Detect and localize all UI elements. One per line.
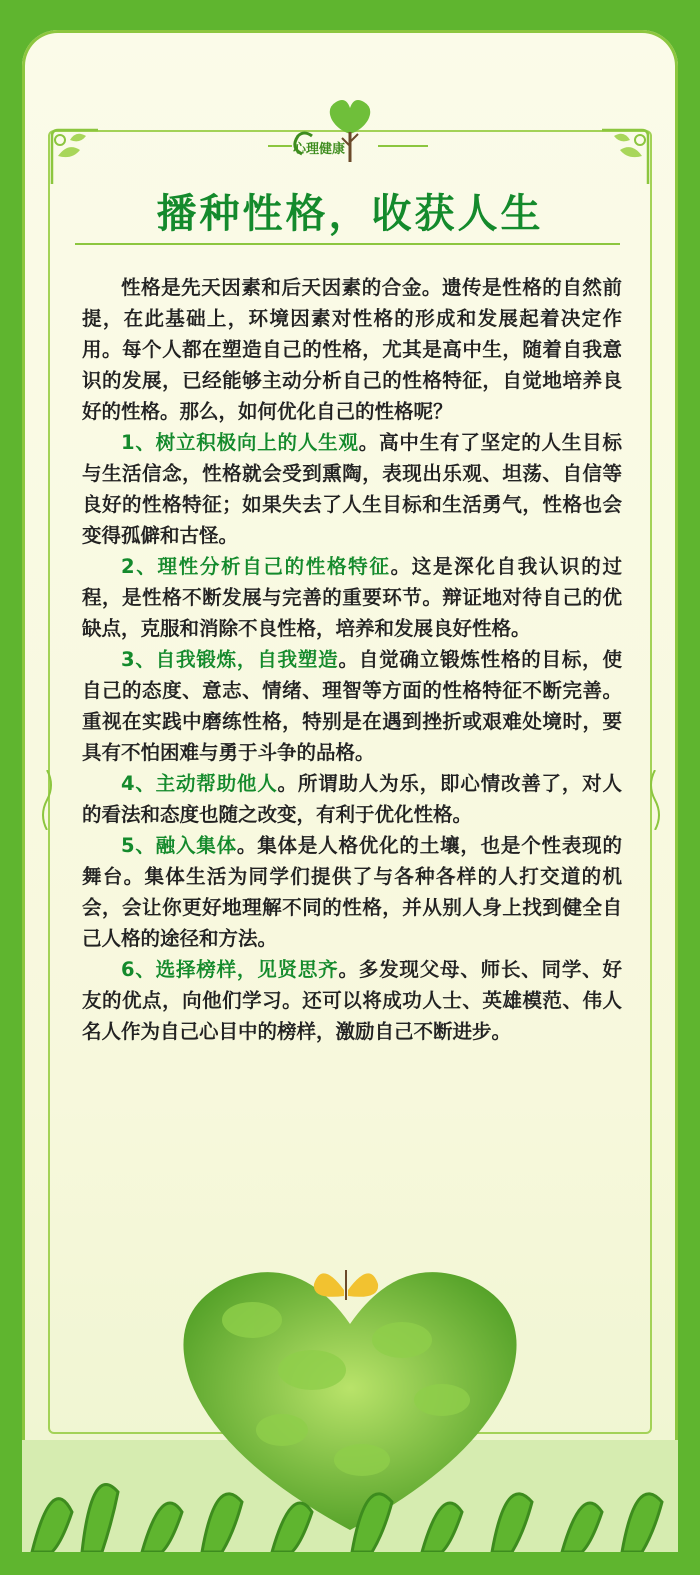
point-4-heading: 4、主动帮助他人 <box>121 772 278 795</box>
point-2-heading: 2、理性分析自己的性格特征 <box>121 555 391 578</box>
point-6-heading: 6、选择榜样，见贤思齐 <box>121 958 339 981</box>
logo-text: 心理健康 <box>293 142 346 157</box>
point-2-text: 。这是深化自我认识的过程，是性格不断发展与完善的重要环节。辩证地对待自己的优缺点，克服和消除不良性格，培养和发展良好性格。 <box>82 555 622 640</box>
point-4-text: 。所谓助人为乐，即心情改善了，对人的看法和态度也随之改变，有利于优化性格。 <box>82 772 622 826</box>
corner-ornament-left <box>48 126 100 186</box>
point-6 <box>82 954 622 1047</box>
point-5 <box>82 830 622 954</box>
point-2 <box>82 551 622 644</box>
point-3-text: 。自觉确立锻炼性格的目标，使自己的态度、意志、情绪、理智等方面的性格特征不断完善。重视在实践中磨练性格，特别是在遇到挫折或艰难处境时，要具有不怕困难与勇于斗争的品格。 <box>82 648 622 764</box>
point-3-heading: 3、自我锻炼，自我塑造 <box>121 648 339 671</box>
point-5-text: 。集体是人格优化的土壤，也是个性表现的舞台。集体生活为同学们提供了与各种各样的人打交道的机会，会让你更好地理解不同的性格，并从别人身上找到健全自己人格的途径和方法。 <box>82 834 622 950</box>
intro-paragraph: 性格是先天因素和后天因素的合金。遗传是性格的自然前提，在此基础上，环境因素对性格的形成和发展起着决定作用。每个人都在塑造自己的性格，尤其是高中生，随着自我意识的发展，已经能够主动分析自己的性格特征，自觉地培养良好的性格。那么，如何优化自己的性格呢？ <box>82 276 622 423</box>
point-1-heading: 1、树立积极向上的人生观 <box>121 431 359 454</box>
corner-ornament-right <box>600 126 652 186</box>
title-divider <box>75 243 620 245</box>
point-3 <box>82 644 622 768</box>
page-title: 播种性格，收获人生 <box>156 191 544 237</box>
heart-leaf-tree-image <box>22 1230 678 1552</box>
point-1 <box>82 427 622 551</box>
point-4 <box>82 768 622 830</box>
point-1-text: 。高中生有了坚定的人生目标与生活信念，性格就会受到熏陶，表现出乐观、坦荡、自信等良好的性格特征；如果失去了人生目标和生活勇气，性格也会变得孤僻和古怪。 <box>82 431 622 547</box>
butterfly-icon <box>314 1270 378 1300</box>
side-ornament-left <box>40 770 54 830</box>
point-5-heading: 5、融入集体 <box>121 834 237 857</box>
point-6-text: 。多发现父母、师长、同学、好友的优点，向他们学习。还可以将成功人士、英雄模范、伟人名人作为自己心目中的榜样，激励自己不断进步。 <box>82 958 622 1043</box>
heart-tree-icon <box>268 96 428 166</box>
side-ornament-right <box>648 770 662 830</box>
article-body <box>82 272 622 1047</box>
